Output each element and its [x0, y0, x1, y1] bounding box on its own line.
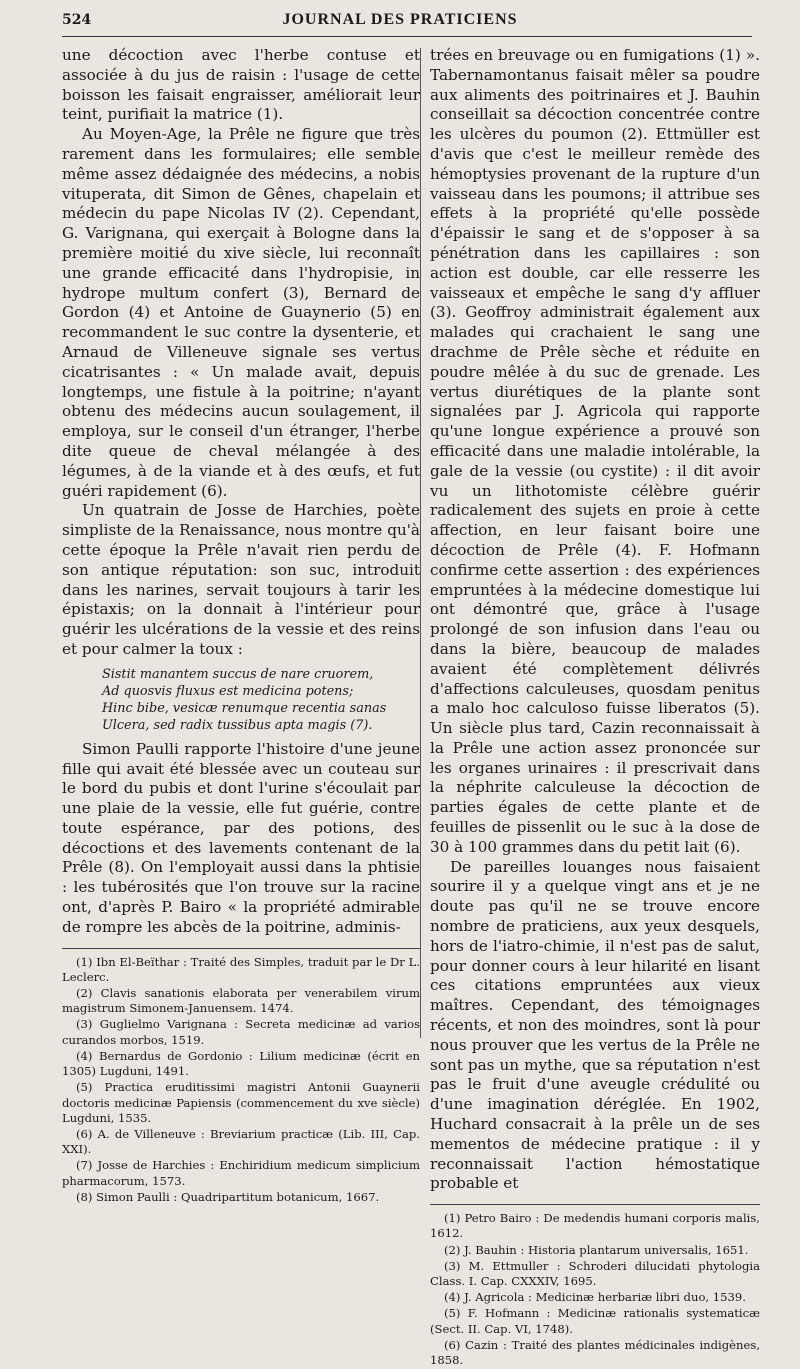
footnote: (3) M. Ettmuller : Schroderi dilucidati phytologia Class. I. Cap. CXXXIV, 1695. — [430, 1258, 760, 1289]
footnote-rule — [430, 1204, 760, 1205]
right-footnotes — [430, 1211, 760, 1368]
right-paragraph-1: trées en breuvage ou en fumigations (1) ». Tabernamontanus faisait mêler sa poudre aux aliments des poitrinaires et J. Bauhin conseillait sa décoction concentrée contre les ulcères du poumon (2). Ettmüller est d'avis que c'est le meilleur remède des hémoptysies provenant de la rupture d'un vaisseau dans les poumons; il attribue ses effets à la propriété qu'elle possède d'épaissir le sang et de s'opposer à sa pénétration dans les capillaires : son action est double, car elle resserre les vaisseaux et empêche le sang d'y affluer (3). Geoffroy administrait également aux malades qui crachaient le sang une drachme de Prêle sèche et réduite en poudre mêlée à du suc de grenade. Les vertus diurétiques de la plante sont signalées par J. Agricola qui rapporte qu'une longue expérience a prouvé son efficacité dans une maladie intolérable, la gale de la vessie (ou cystite) : il dit avoir vu un lithotomiste célèbre guérir radicalement des sujets en proie à cette affection, en leur faisant boire une décoction de Prêle (4). F. Hofmann confirme cette assertion : des expériences empruntées à la médecine domestique lui ont démontré que, grâce à l'usage prolongé de son infusion dans l'eau ou dans la bière, beaucoup de malades avaient été complètement délivrés d'affections calculeuses, quosdam penitus a malo hoc calculoso fuisse liberatos (5). Un siècle plus tard, Cazin reconnaissait à la Prêle une action assez prononcée sur les organes urinaires : il prescrivait dans la néphrite calculeuse la décoction de parties égales de cette plante et de feuilles de pissenlit ou le suc à la dose de 30 à 100 grammes dans du petit lait (6). — [430, 46, 760, 856]
footnote: (6) A. de Villeneuve : Breviarium practicæ (Lib. III, Cap. XXI). — [62, 1126, 420, 1157]
footnote: (1) Petro Bairo : De medendis humani corporis malis, 1612. — [430, 1211, 760, 1241]
verse-line: Sistit manantem succus de nare cruorem, — [102, 666, 374, 682]
verse-line: Ad quosvis fluxus est medicina potens; — [102, 683, 354, 699]
left-column — [62, 46, 420, 1206]
footnote: (4) J. Agricola : Medicinæ herbariæ libri duo, 1539. — [444, 1290, 746, 1305]
footnote: (2) J. Bauhin : Historia plantarum universalis, 1651. — [444, 1242, 749, 1257]
left-footnotes — [62, 955, 420, 1205]
footnote: (6) Cazin : Traité des plantes médicinales indigènes, 1858. — [430, 1337, 760, 1368]
footnote: (1) Ibn El-Beïthar : Traité des Simples, traduit par le Dr L. Leclerc. — [62, 954, 420, 984]
header-rule — [62, 36, 752, 37]
latin-quatrain — [102, 666, 420, 734]
left-paragraph-3: Un quatrain de Josse de Harchies, poète simpliste de la Renaissance, nous montre qu'à cette époque la Prêle n'avait rien perdu de son antique réputation: son suc, introduit dans les narines, servait toujours à tarir les épistaxis; on la donnait à l'intérieur pour guérir les ulcérations de la vessie et des reins et pour calmer la toux : — [62, 501, 420, 658]
left-paragraph-4: Simon Paulli rapporte l'histoire d'une jeune fille qui avait été blessée avec un couteau sur le bord du pubis et dont l'urine s'écoulait par une plaie de la vessie, elle fut guérie, contre toute espérance, par des potions, des décoctions et des lavements contenant de la Prêle (8). On l'employait aussi dans la phtisie : les tubérosités que l'on trouve sur la racine ont, d'après P. Bairo « la propriété admirable de rompre les abcès de la poitrine, adminis- — [62, 739, 420, 936]
verse-line: Ulcera, sed radix tussibus apta magis (7). — [102, 717, 373, 733]
footnote: (5) F. Hofmann : Medicinæ rationalis systematicæ (Sect. II. Cap. VI, 1748). — [430, 1306, 760, 1336]
page-number: 524 — [62, 12, 92, 28]
footnote: (4) Bernardus de Gordonio : Lilium medicinæ (écrit en 1305) Lugduni, 1491. — [62, 1048, 420, 1079]
footnote: (7) Josse de Harchies : Enchiridium medicum simplicium pharmacorum, 1573. — [62, 1158, 420, 1188]
left-paragraph-2: Au Moyen-Age, la Prêle ne figure que très rarement dans les formulaires; elle semble même assez dédaignée des médecins, a nobis vituperata, dit Simon de Gênes, chapelain et médecin du pape Nicolas IV (2). Cependant, G. Varignana, qui exerçait à Bologne dans la première moitié du xive siècle, lui reconnaît une grande efficacité dans l'hydropisie, in hydrope multum confert (3), Bernard de Gordon (4) et Antoine de Guaynerio (5) en recommandent le suc contre la dysenterie, et Arnaud de Villeneuve signale ses vertus cicatrisantes : « Un malade avait, depuis longtemps, une fistule à la poitrine; n'ayant obtenu des médecins aucun soulagement, il employa, sur le conseil d'un étranger, l'herbe dite queue de cheval mélangée à des légumes, à de la viande et à des œufs, et fut guéri rapidement (6). — [62, 125, 420, 500]
column-divider — [420, 48, 421, 1038]
left-paragraph-1: une décoction avec l'herbe contuse et associée à du jus de raisin : l'usage de cette boisson les faisait engraisser, améliorait leur teint, purifiait la matrice (1). — [62, 46, 420, 124]
verse-line: Hinc bibe, vesicæ renumque recentia sanas — [102, 700, 387, 716]
footnote: (8) Simon Paulli : Quadripartitum botanicum, 1667. — [76, 1189, 380, 1204]
journal-title: JOURNAL DES PRATICIENS — [282, 11, 518, 28]
footnote-rule — [62, 948, 420, 949]
page-header — [0, 0, 800, 36]
footnote: (3) Guglielmo Varignana : Secreta medicinæ ad varios curandos morbos, 1519. — [62, 1017, 420, 1047]
right-column — [430, 46, 760, 1369]
right-paragraph-2: De pareilles louanges nous faisaient sourire il y a quelque vingt ans et je ne doute pas qu'il ne se trouve encore nombre de praticiens, aux yeux desquels, hors de l'iatro-chimie, il n'est pas de salut, pour donner cours à leur hilarité en lisant ces citations empruntées aux vieux maîtres. Cependant, des témoignages récents, et non des moindres, sont là pour nous prouver que les vertus de la Prêle ne sont pas un mythe, que sa réputation n'est pas le fruit d'une aveugle crédulité ou d'une imagination déréglée. En 1902, Huchard consacrait à la prêle un de ses mementos de médecine pratique : il y reconnaissait l'action hémostatique probable et — [430, 857, 760, 1193]
footnote: (5) Practica eruditissimi magistri Antonii Guaynerii doctoris medicinæ Papiensis (commencement du xve siècle) Lugduni, 1535. — [62, 1080, 420, 1125]
footnote: (2) Clavis sanationis elaborata per venerabilem virum magistrum Simonem-Januensem. 1474. — [62, 986, 420, 1016]
